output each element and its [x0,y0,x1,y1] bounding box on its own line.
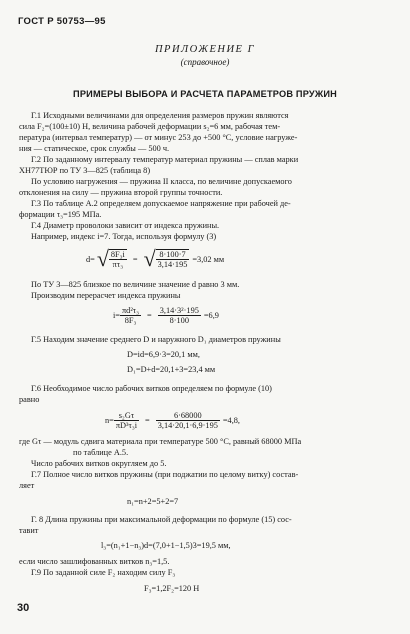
document-header: ГОСТ Р 50753—95 [18,16,106,27]
formula-lhs: i= [113,310,120,320]
paragraph-line: ляет [19,481,35,490]
section-title: ПРИМЕРЫ ВЫБОРА И РАСЧЕТА ПАРАМЕТРОВ ПРУЖИН [73,89,337,99]
appendix-title: ПРИЛОЖЕНИЕ Г [154,44,256,55]
formula-total-coils: n₁=n+2=5+2=7 [127,497,179,506]
paragraph-line: Г.3 По таблице А.2 определяем допускаемое напряжение при рабочей де- [31,199,291,208]
fraction [156,249,190,269]
formula-result: =4,8, [222,415,240,425]
paragraph-line: Например, индекс i=7. Тогда, используя формулу (3) [31,232,217,241]
equals-sign: = [132,254,138,264]
formula-mean-diameter: D=id=6,9·3=20,1 мм, [127,350,200,359]
fraction-denominator: πτ₃ [112,260,124,269]
fraction-denominator: 3,14·195 [157,260,188,269]
paragraph-line: тавит [19,526,39,535]
paragraph-line: Г.9 По заданной силе F₂ находим силу F₃ [31,568,176,577]
fraction [109,249,127,269]
page-number: 30 [17,602,30,614]
paragraph-line: равно [19,395,40,404]
formula-outer-diameter: D₁=D+d=20,1+3=23,4 мм [127,365,216,374]
paragraph-line: где Gτ — модуль сдвига материала при температуре 500 °С, равный 68000 МПа [19,437,302,446]
paragraph-line: Число рабочих витков округляем до 5. [31,459,167,468]
equals-sign: = [147,310,152,320]
formula-result: =6,9 [203,310,219,320]
paragraph-line: Г.4 Диаметр проволоки зависит от индекса пружины. [31,221,220,230]
equals-sign: = [145,415,150,425]
paragraph-line: если число зашлифованных витков n₃=1,5. [19,557,170,566]
fraction [156,411,220,430]
paragraph-line: Г.5 Находим значение среднего D и наружного D₁ диаметров пружины [31,335,281,344]
formula-force-f3: F₃=1,2F₂=120 Н [144,584,200,593]
formula-lhs: d= [86,254,95,264]
fraction-numerator: 8·100·7 [156,250,190,260]
formula-spring-length: l₃=(n₁+1−n₃)d=(7,0+1−1,5)3=19,5 мм, [101,541,231,550]
fraction-denominator: πD³τ₃i [115,420,138,430]
paragraph-line: Производим перерасчет индекса пружины [31,291,181,300]
sqrt-group [143,246,190,271]
fraction-numerator: s₂Gτ [114,411,139,421]
paragraph-line: Г.1 Исходными величинами для определения размеров пружин являются [31,111,289,120]
fraction-denominator: 8·100 [169,315,189,325]
paragraph-line: ХН77ТЮР по ТУ 3—825 (таблица 8) [19,166,151,175]
fraction-numerator: πd²τ₃ [121,305,140,315]
formula-working-coils [105,408,240,432]
fraction-denominator: 8F₃ [124,315,137,325]
sqrt-group [96,246,127,271]
paragraph-line: пература (интервал температур) — от минус 253 до +500 °С, условие нагруже- [19,133,298,142]
formula-lhs: n= [105,415,114,425]
paragraph-line: Г.2 По заданному интервалу температур материал пружины — сплав марки [31,155,299,164]
paragraph-line: Г. 8 Длина пружины при максимальной деформации по формуле (15) сос- [31,515,292,524]
paragraph-line: Г.6 Необходимое число рабочих витков определяем по формуле (10) [31,384,272,393]
fraction [158,306,201,325]
paragraph-line: сила F₂=(100±10) Н, величина рабочей деформации s₂=6 мм, рабочая тем- [19,122,281,131]
fraction [120,306,141,325]
paragraph-line: По ТУ 3—825 близкое по величине значение d равно 3 мм. [31,280,240,289]
appendix-subtitle: (справочное) [180,57,230,67]
formula-wire-diameter [86,244,224,274]
paragraph-line: По условию нагружения — пружина II класса, по величине допускаемого [31,177,292,186]
sqrt-sign: √ [143,246,156,271]
formula-result: =3,02 мм [192,254,225,264]
fraction-numerator: 6·68000 [156,411,220,421]
fraction-denominator: 3,14·20,1·6,9·195 [157,420,218,430]
fraction-numerator: 8F₃i [110,250,125,259]
paragraph-line: формации τ₃=195 МПа. [19,210,102,219]
paragraph-line: по таблице А.5. [73,448,129,457]
fraction [114,411,139,430]
formula-spring-index [113,302,219,328]
paragraph-line: ния — статическое, срок службы — 500 ч. [19,144,170,153]
paragraph-line: Г.7 Полное число витков пружины (при поджатии по целому витку) состав- [31,470,299,479]
paragraph-line: отклонения на силу — пружина второй группы точности. [19,188,223,197]
sqrt-sign: √ [96,246,109,271]
fraction-numerator: 3,14·3²·195 [159,305,199,315]
